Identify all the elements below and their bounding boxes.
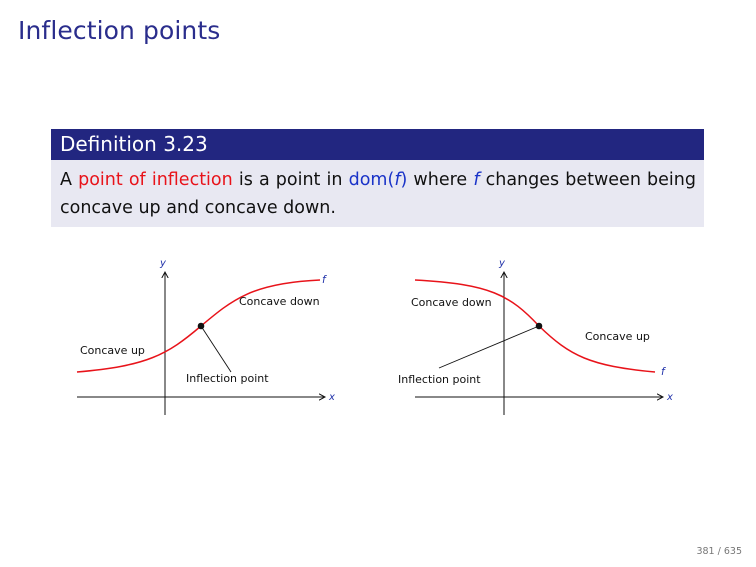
- domain-function-symbol: f: [394, 170, 401, 190]
- definition-body: [51, 160, 704, 227]
- function-curve: [415, 280, 655, 372]
- definition-text-d: changes between being concave up and concave down.: [60, 170, 696, 218]
- concave-up-label: Concave up: [80, 344, 145, 357]
- inflection-pointer: [201, 326, 231, 372]
- domain-suffix: ): [400, 170, 408, 190]
- slide-title: Inflection points: [18, 16, 221, 45]
- inflection-point-label: Inflection point: [186, 372, 269, 385]
- figure-left: [72, 250, 342, 420]
- y-axis-label: y: [160, 258, 166, 269]
- definition-block: [51, 129, 704, 227]
- inflection-point-label: Inflection point: [398, 373, 481, 386]
- page-total: 635: [723, 546, 742, 557]
- x-axis-label: x: [329, 392, 335, 403]
- definition-term: point of inflection: [78, 170, 233, 190]
- definition-text-b: is a point in: [232, 170, 349, 190]
- page-number: 381 / 635: [696, 546, 742, 557]
- page-current: 381: [696, 546, 715, 557]
- inflection-point-marker: [198, 323, 205, 330]
- inflection-point-marker: [536, 323, 543, 330]
- curve-label: f: [322, 274, 326, 286]
- domain-prefix: dom(: [348, 170, 395, 190]
- inflection-pointer: [439, 326, 539, 368]
- definition-text-a: A: [60, 170, 79, 190]
- figure-right: [398, 250, 680, 420]
- function-symbol: f: [473, 170, 480, 190]
- concave-down-label: Concave down: [411, 296, 492, 309]
- y-axis-label: y: [499, 258, 505, 269]
- definition-text-c: where: [407, 170, 474, 190]
- curve-label: f: [661, 366, 665, 378]
- definition-header: Definition 3.23: [51, 129, 704, 160]
- concave-down-label: Concave down: [239, 295, 320, 308]
- x-axis-label: x: [667, 392, 673, 403]
- concave-up-label: Concave up: [585, 330, 650, 343]
